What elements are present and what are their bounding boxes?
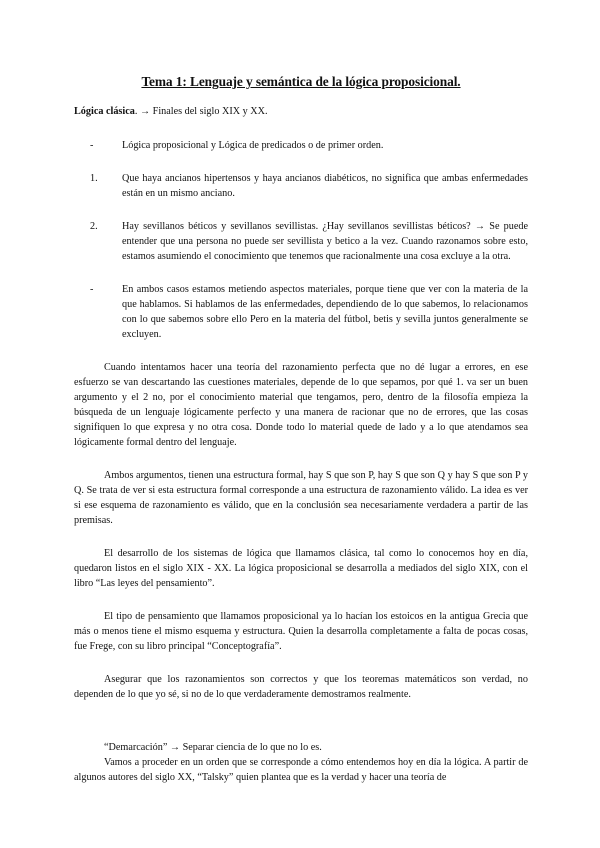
intro-text: . → Finales del siglo XIX y XX.: [134, 106, 268, 117]
intro-line: [74, 104, 528, 119]
list-marker: 2.: [90, 221, 98, 232]
list-item: [74, 219, 528, 264]
list-item-text: Lógica proposicional y Lógica de predicados o de primer orden.: [122, 140, 384, 151]
closing-paragraph: Vamos a proceder en un orden que se corresponde a cómo entendemos hoy en día la lógica. A partir de algunos autores del siglo XX, “Talsky” quien plantea que es la verdad y hacer una teoría de: [74, 757, 528, 783]
list-marker: 1.: [90, 173, 98, 184]
list-marker: -: [90, 140, 94, 151]
list-item: [74, 138, 528, 153]
intro-label: Lógica clásica: [74, 106, 135, 117]
list-item: [74, 282, 528, 342]
list-item: [74, 171, 528, 201]
body-paragraph: Asegurar que los razonamientos son correctos y que los teoremas matemáticos son verdad, no dependen de lo que yo sé, si no de lo que verdaderamente demostramos realmente.: [74, 674, 528, 700]
list-item-text: En ambos casos estamos metiendo aspectos materiales, porque tiene que ver con la materia de la que hablamos. Si hablamos de las enfermedades, dependiendo de lo que sabemos, lo relacionamos con lo que sabemos sobre ello Pero en la materia del fútbol, betis y sevilla juntos generalmente se excluyen.: [122, 284, 528, 340]
body-paragraph: El desarrollo de los sistemas de lógica que llamamos clásica, tal como lo conocemos hoy en día, quedaron listos en el siglo XIX - XX. La lógica proposicional se desarrolla a mediados del siglo XIX, con el libro “Las leyes del pensamiento”.: [74, 548, 528, 589]
body-paragraph: Cuando intentamos hacer una teoría del razonamiento perfecta que no dé lugar a errores, en ese esfuerzo se van descartando las cuestiones materiales, depende de lo que sepamos, por qué 1. va ser un buen argumento y el 2 no, por el conocimiento material que tengamos, pero, dentro de la filosofía empieza la búsqueda de un lenguaje lógicamente perfecto y una manera de racionar que no de errores, que las cosas signifiquen lo que expresa y no otra cosa. Donde todo lo material quede de lado y a lo que atendamos sea lógicamente formal dentro del lenguaje.: [74, 362, 528, 448]
demarcation-line: “Demarcación” → Separar ciencia de lo que no lo es.: [104, 742, 322, 753]
section-gap: [74, 720, 528, 740]
list-item-text: Hay sevillanos béticos y sevillanos sevillistas. ¿Hay sevillanos sevillistas béticos? → Se puede entender que una persona no puede ser sevillista y betico a la vez. Cuando razonamos sobre esto, estamos asumiendo el conocimiento que tenemos que racionalmente una cosa excluye a la otra.: [122, 221, 528, 262]
page-title: Tema 1: Lenguaje y semántica de la lógica proposicional.: [141, 74, 461, 89]
list-item-text: Que haya ancianos hipertensos y haya ancianos diabéticos, no significa que ambas enfermedades están en un mismo anciano.: [122, 173, 528, 199]
list-marker: -: [90, 284, 94, 295]
body-paragraph: Ambos argumentos, tienen una estructura formal, hay S que son P, hay S que son Q y hay S que son P y Q. Se trata de ver si esta estructura formal corresponde a una estructura de razonamiento válido. La idea es ver si ese esquema de razonamiento es válido, que en la conclusión sea necesariamente verdadera a partir de las premisas.: [74, 470, 528, 526]
body-paragraph: El tipo de pensamiento que llamamos proposicional ya lo hacían los estoicos en la antigua Grecia que más o menos tiene el mismo esquema y estructura. Quien la desarrolla completamente a falta de pocas cosas, fue Frege, con su libro principal “Conceptografía”.: [74, 611, 528, 652]
